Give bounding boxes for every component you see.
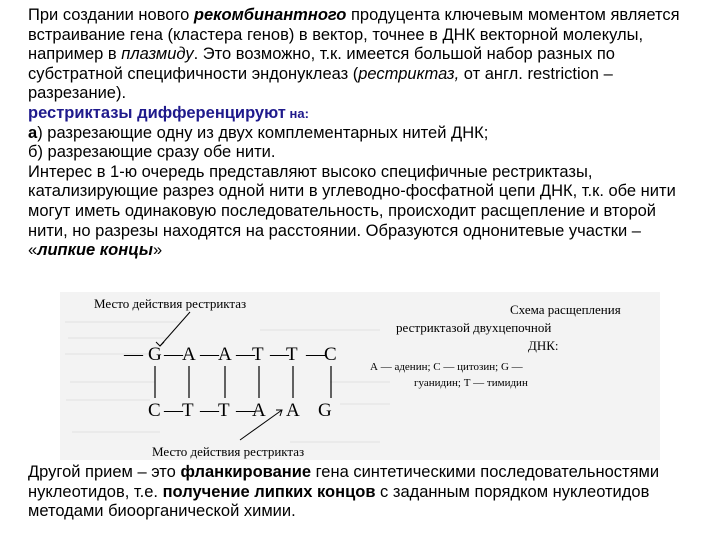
bottom-strand-dash: — [164,400,183,421]
nucleotide-top-1: G [148,344,162,365]
term-sticky-ends-production: получение липких концов [162,482,376,501]
term-flanking: фланкирование [180,463,312,481]
heading-suffix: на: [285,105,309,121]
nucleotide-bottom-3: T [218,400,230,421]
term-restrictase: рестриктаз, [358,64,460,83]
flanking-text-2: гена синтетическими последовательностями нуклеотидов, т.е. [28,463,660,501]
top-strand-dash: — [164,344,183,365]
flanking-text: Другой прием – это [28,463,181,481]
bottom-text [28,463,708,522]
intro-text-4: от англ. restriction – разрезание). [28,64,613,103]
top-strand-dash: — [124,344,143,365]
main-text [28,6,700,261]
item-a-letter: а [28,123,38,142]
scan-background [60,292,660,460]
legend-line-1: А — аденин; С — цитозин; G — [370,361,523,373]
nucleotide-bottom-1: C [148,400,161,421]
nucleotide-top-6: C [324,344,337,365]
nucleotide-top-5: T [286,344,298,365]
term-recombinant: рекомбинантного [193,6,347,24]
label-top: Место действия рестриктаз [94,296,247,311]
scheme-line-2: рестриктазой двухцепочной [396,320,552,335]
intro-text-2: продуцента ключевым моментом является встраивание гена (кластера генов) в вектор, точнее в ДНК векторной молекулы, например в [28,6,680,64]
flanking-text-3: с заданным порядком нуклеотидов методами биоорганической химии. [28,482,650,521]
top-strand-dash: — [306,344,325,365]
top-strand-dash: — [200,344,219,365]
restriction-diagram [60,292,660,460]
restriction-figure [60,292,660,460]
item-a-text: ) разрезающие одну из двух комплементарных нитей ДНК; [37,123,489,142]
top-strand-dash: — [236,344,255,365]
item-a [28,124,700,144]
nucleotide-top-4: T [252,344,264,365]
term-sticky-ends: липкие концы [37,241,153,260]
top-strand-dash: — [270,344,289,365]
nucleotide-top-3: A [218,344,232,365]
classification-heading [28,104,700,124]
interest-close-quote: » [152,241,163,260]
label-bottom: Место действия рестриктаз [152,444,305,459]
intro-text-3: . Это возможно, т.к. имеется большой набор разных по субстратной специфичности эндонуклеаз ( [28,45,615,83]
intro-paragraph [28,6,700,104]
flanking-paragraph [28,463,708,522]
bottom-strand-dash: — [236,400,255,421]
bottom-strand-dash: — [200,400,219,421]
interest-paragraph [28,163,700,261]
heading-main: рестриктазы дифференцируют [28,103,286,122]
term-plasmid: плазмиду [121,45,194,64]
nucleotide-top-2: A [182,344,196,365]
intro-text: При создании нового [28,6,194,24]
scheme-line-3: ДНК: [528,338,559,353]
scheme-line-1: Схема расщепления [510,302,621,317]
interest-text: Интерес в 1-ю очередь представляют высоко специфичные рестриктазы, катализирующие разрез одной нити в углеводно-фосфатной цепи ДНК, т.к. обе нити могут иметь одинаковую последовательность, происходит расщепление и второй нити, но разрезы находятся на расстоянии. Образуются однонитевые участки – « [28,162,676,260]
nucleotide-bottom-6: G [318,400,332,421]
nucleotide-bottom-4: A [252,400,266,421]
legend-line-2: гуанидин; Т — тимидин [414,377,528,389]
nucleotide-bottom-5: A [286,400,300,421]
item-b: б) разрезающие сразу обе нити. [28,143,276,162]
nucleotide-bottom-2: T [182,400,194,421]
